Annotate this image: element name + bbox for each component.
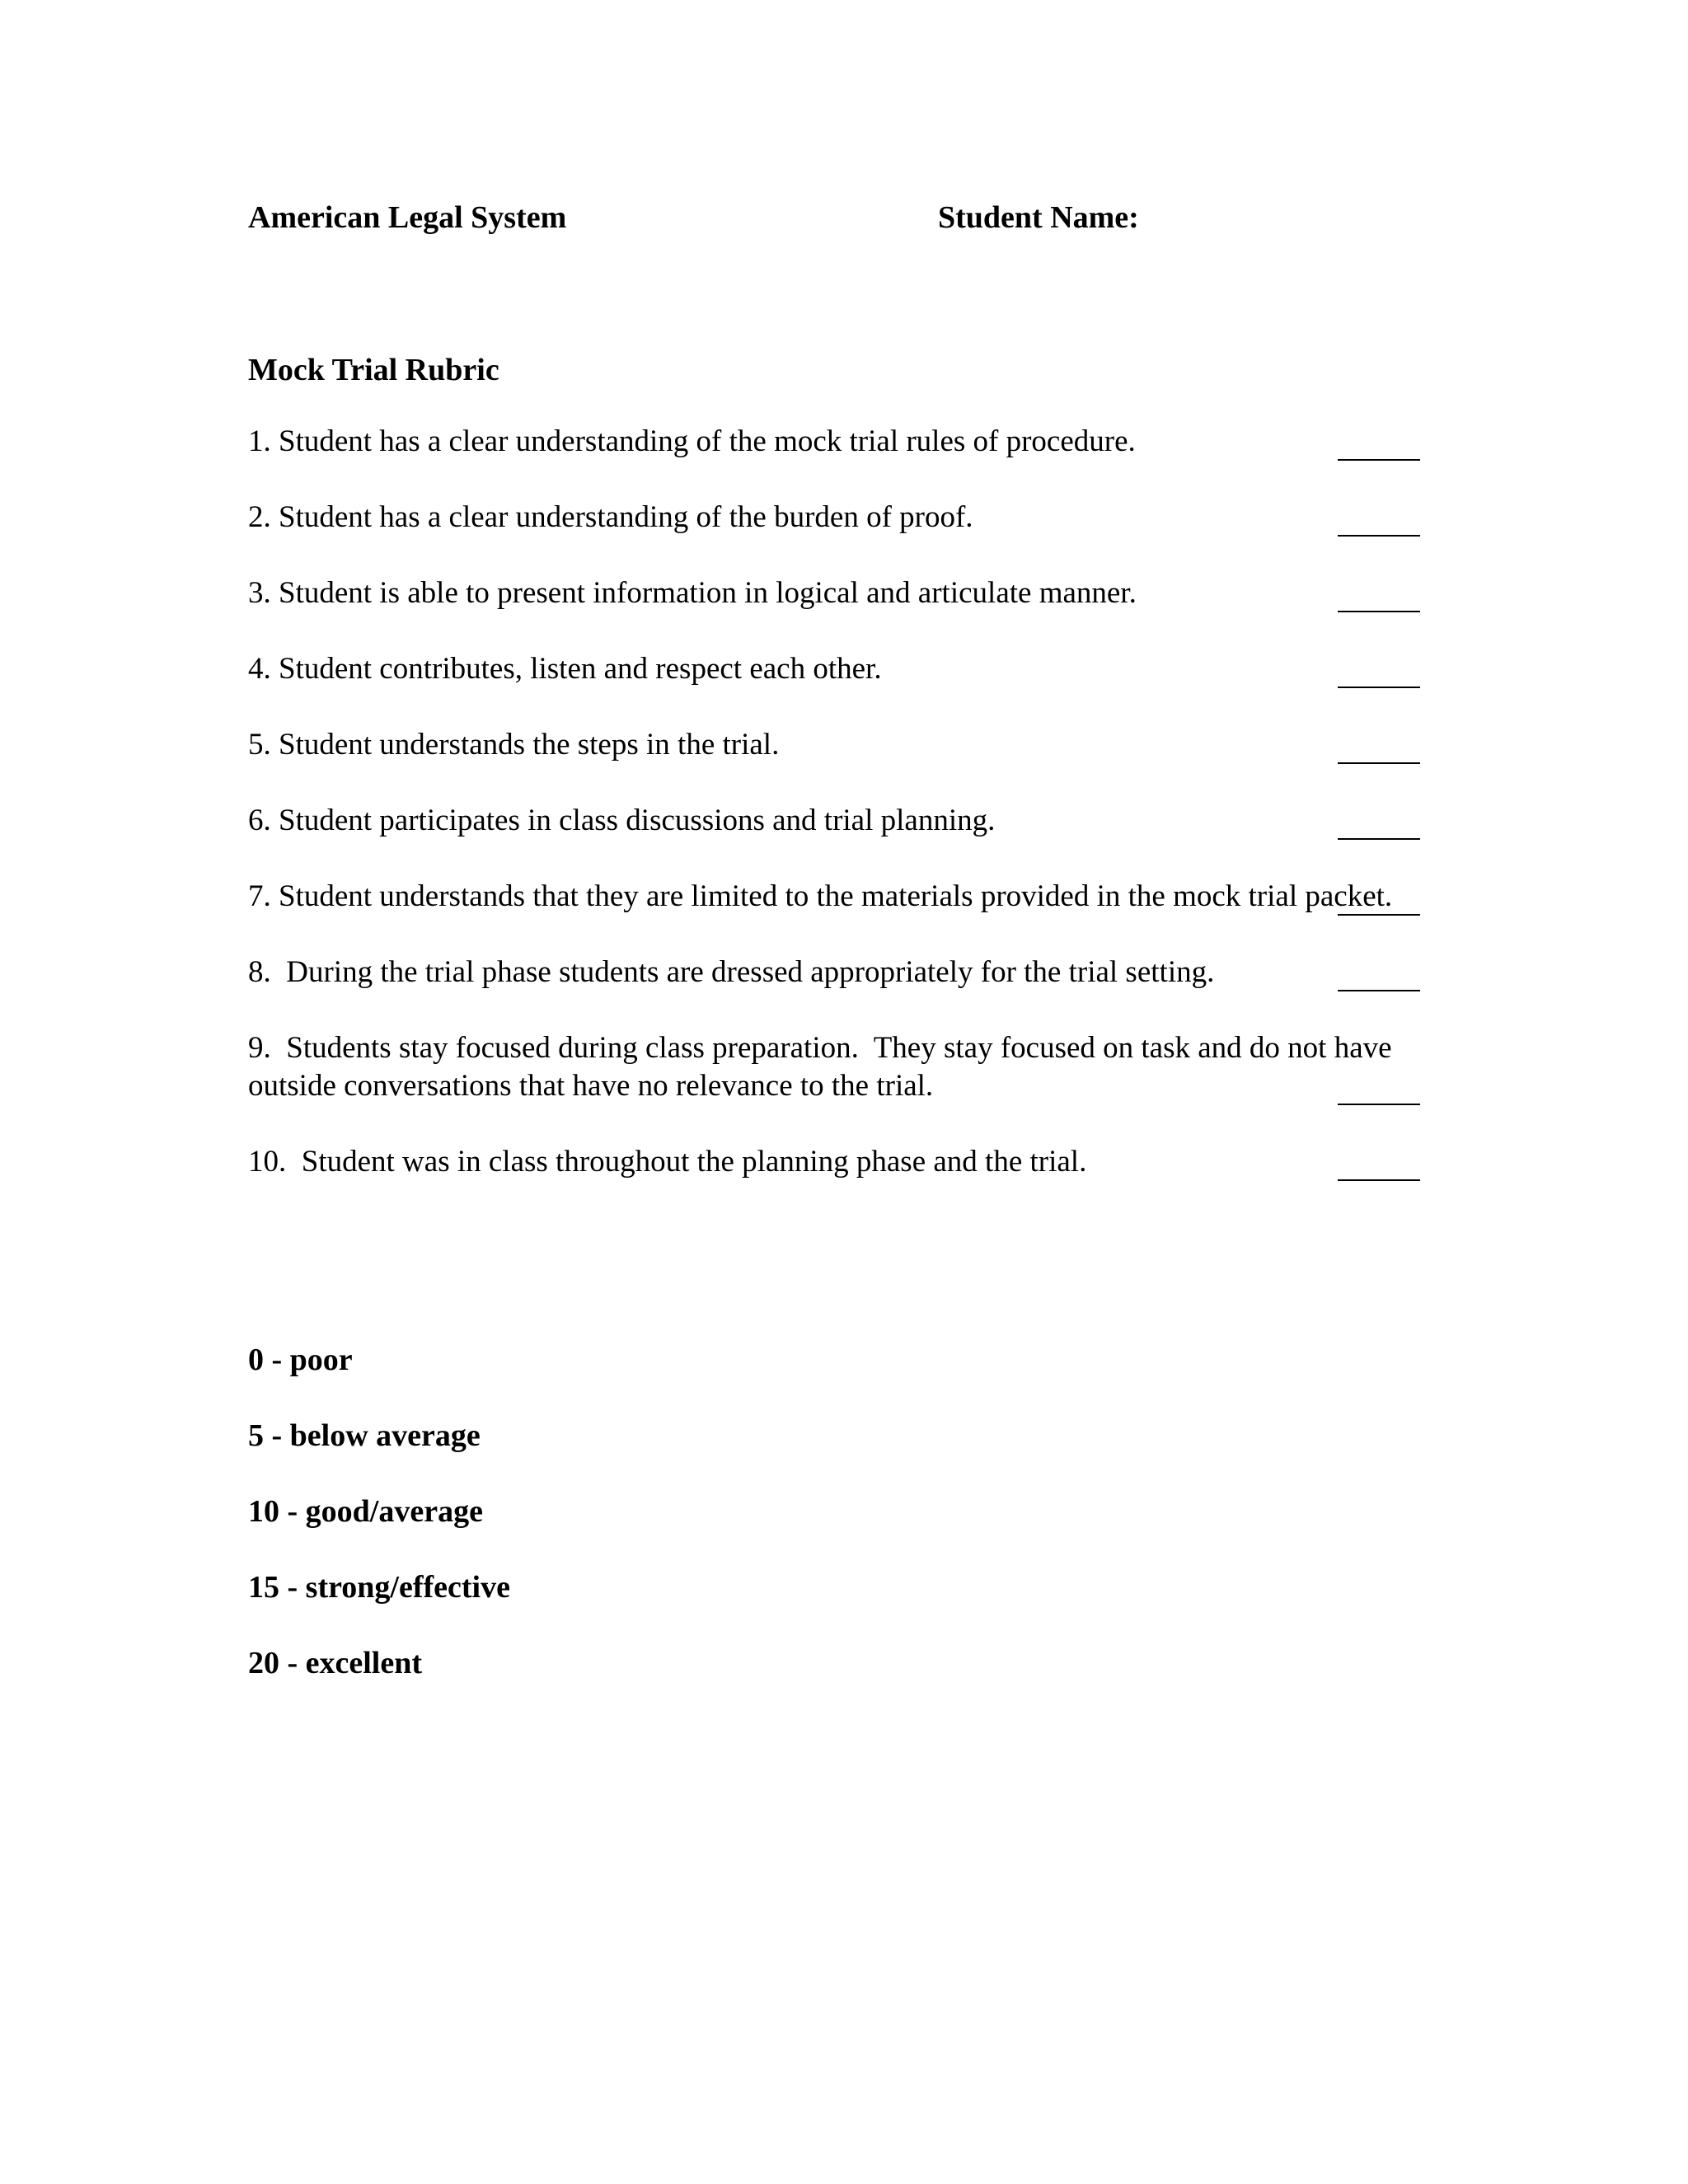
scale-item: 20 - excellent [248, 1646, 423, 1680]
score-blank [1338, 423, 1420, 461]
criterion-text: 1. Student has a clear understanding of the mock trial rules of procedure. [248, 424, 1136, 458]
criteria-list [248, 423, 1418, 1219]
score-blank [1338, 650, 1420, 688]
scale-item: 5 - below average [248, 1418, 481, 1453]
criterion-text: 5. Student understands the steps in the trial. [248, 728, 780, 762]
score-blank [1338, 1067, 1420, 1105]
criterion-item [248, 650, 1418, 688]
criterion-text: 9. Students stay focused during class preparation. They stay focused on task and do not have outside conversations that have no relevance to the trial. [248, 1031, 1400, 1103]
criterion-text: 8. During the trial phase students are dressed appropriately for the trial setting. [248, 955, 1215, 989]
course-title: American Legal System [248, 200, 567, 235]
criterion-item [248, 423, 1418, 461]
score-blank [1338, 802, 1420, 840]
criterion-text: 7. Student understands that they are limited to the materials provided in the mock trial packet. [248, 879, 1393, 913]
criterion-text: 3. Student is able to present information in logical and articulate manner. [248, 576, 1137, 610]
scoring-scale [248, 1341, 510, 1720]
score-blank [1338, 1143, 1420, 1181]
criterion-item [248, 1029, 1418, 1105]
criterion-item [248, 954, 1418, 991]
scale-item: 15 - strong/effective [248, 1570, 510, 1605]
criterion-item [248, 574, 1418, 612]
score-blank [1338, 878, 1420, 916]
criterion-item [248, 802, 1418, 840]
criterion-text: 4. Student contributes, listen and respect each other. [248, 652, 882, 686]
score-blank [1338, 574, 1420, 612]
criterion-text: 10. Student was in class throughout the planning phase and the trial. [248, 1145, 1087, 1179]
rubric-title: Mock Trial Rubric [248, 353, 499, 387]
criterion-item [248, 1143, 1418, 1181]
score-blank [1338, 499, 1420, 537]
criterion-item [248, 499, 1418, 537]
criterion-text: 6. Student participates in class discussions and trial planning. [248, 804, 996, 837]
criterion-text: 2. Student has a clear understanding of the burden of proof. [248, 500, 973, 534]
student-name-label: Student Name: [938, 200, 1139, 235]
scale-item: 0 - poor [248, 1343, 353, 1377]
score-blank [1338, 954, 1420, 991]
score-blank [1338, 726, 1420, 764]
scale-item: 10 - good/average [248, 1494, 483, 1529]
criterion-item [248, 726, 1418, 764]
document-header [248, 194, 1435, 244]
criterion-item [248, 878, 1418, 916]
